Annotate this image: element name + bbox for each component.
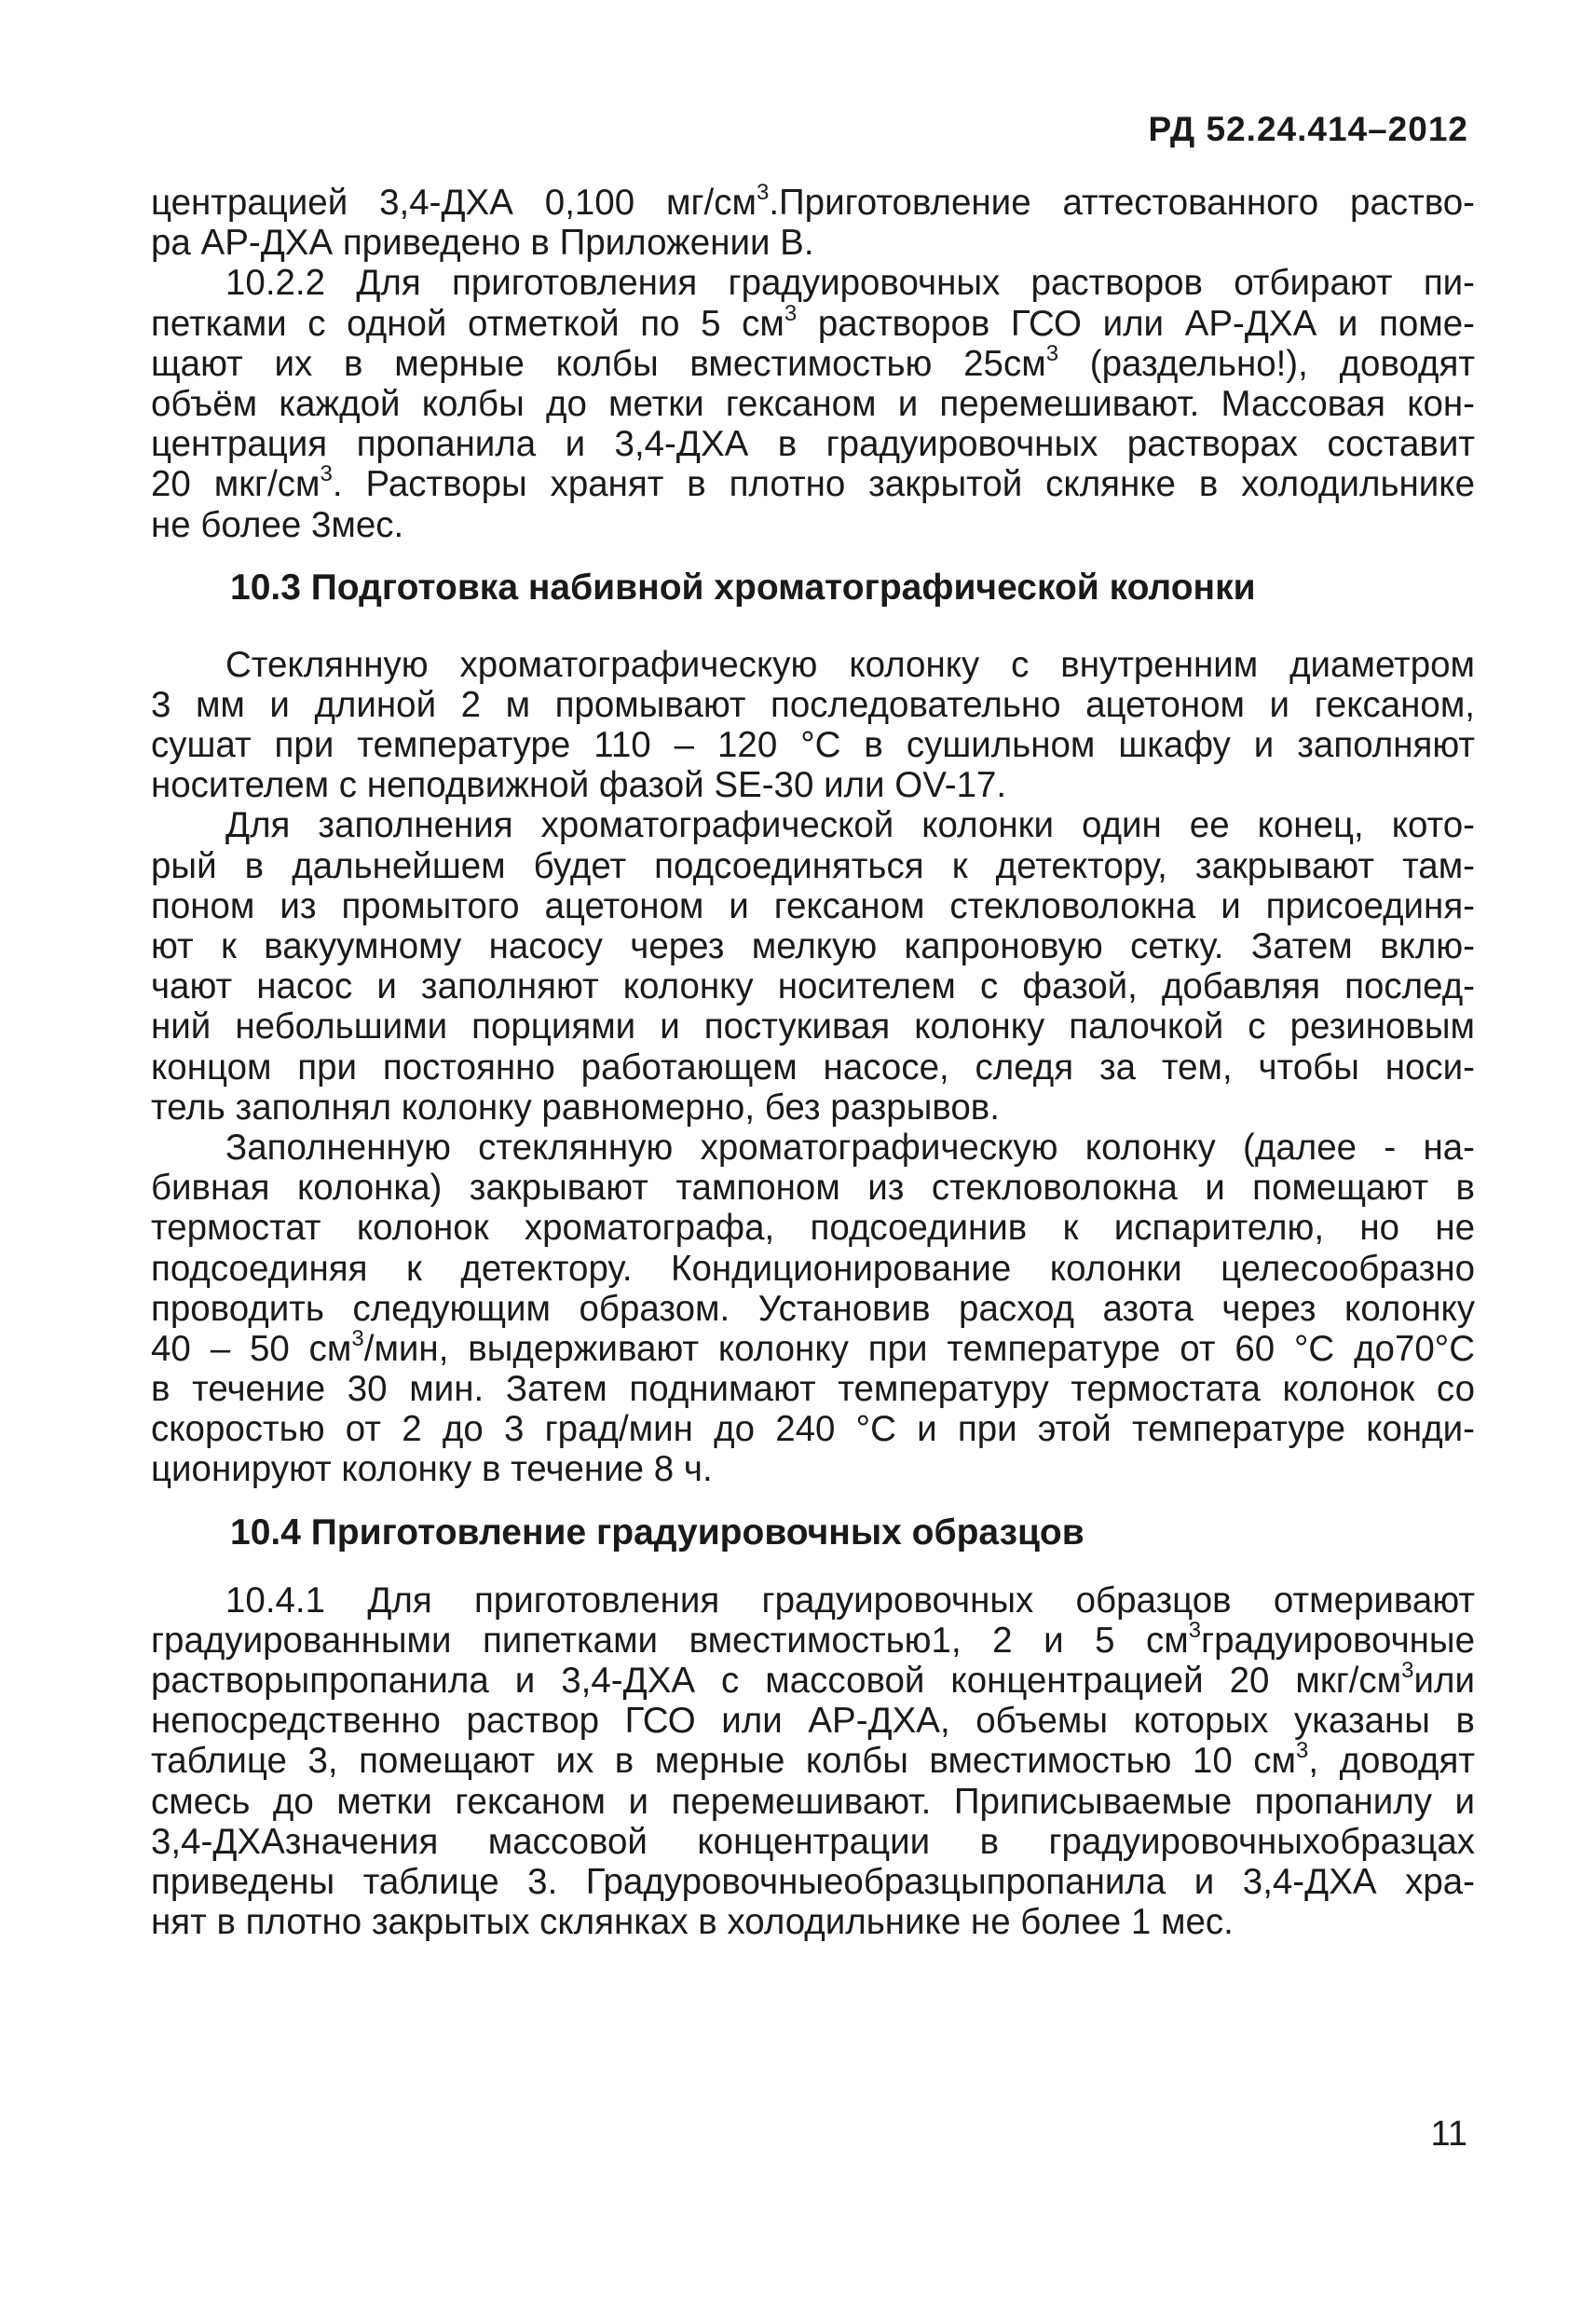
paragraph-10-3-c [151, 1128, 1475, 1490]
text-line: в течение 30 мин. Затем поднимают температуру термостата колонок со [151, 1369, 1475, 1410]
text-line: проводить следующим образом. Установив расход азота через колонку [151, 1288, 1475, 1329]
text-line: не более 3мес. [151, 504, 404, 545]
text-line: таблице 3, помещают их в мерные колбы вместимостью 10 $см^3$, доводят [151, 1738, 1475, 1782]
text-line: тель заполнял колонку равномерно, без разрывов. [151, 1087, 1000, 1128]
text-line: ют к вакуумному насосу через мелкую капроновую сетку. Затем вклю- [151, 926, 1475, 966]
text-line: центрацией 3,4-ДХА 0,100 $мг/см^3.Приготовление$ аттестованного раство- [151, 180, 1475, 223]
page-number: 11 [1430, 2114, 1467, 2154]
text-line: градуированными пипетками вместимостью1, 2 и 5 $см^3градуировочные$ [151, 1617, 1475, 1661]
text-line: Стеклянную хроматографическую колонку с внутренним диаметром [225, 644, 1475, 685]
paragraph-10-3-a [151, 645, 1475, 806]
paragraph-10-3-b [151, 805, 1475, 1128]
text-line: 20 мкг/$см^3$. Растворы хранят в плотно закрытой склянке в холодильнике [151, 461, 1475, 505]
text-line: растворыпропанила и 3,4-ДХА с массовой концентрацией 20 мкг/$см^3или$ [151, 1658, 1475, 1701]
text-line: 3,4-ДХАзначения массовой концентрации в градуировочныхобразцах [151, 1821, 1475, 1862]
text-line: щают их в мерные колбы вместимостью $25см^3$ (раздельно!), доводят [151, 340, 1475, 384]
section-heading-10-3: 10.3 Подготовка набивной хроматографической колонки [230, 567, 1256, 608]
text-line: концом при постоянно работающем насосе, следя за тем, чтобы носи- [151, 1047, 1475, 1088]
text-line: 10.2.2 Для приготовления градуировочных растворов отбирают пи- [225, 263, 1475, 304]
text-line: 40 – 50 $см^3$/мин, выдерживают колонку при температуре от 60 °С до70°С [151, 1325, 1475, 1369]
text-line: непосредственно раствор ГСО или АР-ДХА, объемы которых указаны в [151, 1701, 1475, 1742]
text-line: ра АР-ДХА приведено в Приложении В. [151, 223, 814, 264]
intro-paragraph [151, 180, 1475, 264]
text-line: подсоединяя к детектору. Кондиционирование колонки целесообразно [151, 1248, 1475, 1289]
section-heading-10-4: 10.4 Приготовление градуировочных образцов [230, 1512, 1084, 1553]
paragraph-10-2-2 [151, 263, 1475, 544]
document-code-header: РД 52.24.414–2012 [1148, 110, 1468, 148]
text-line: Для заполнения хроматографической колонки один ее конец, кото- [225, 805, 1475, 846]
text-line: 10.4.1 Для приготовления градуировочных образцов отмеривают [225, 1580, 1475, 1621]
text-line: сушат при температуре 110 – 120 °С в сушильном шкафу и заполняют [151, 725, 1475, 766]
text-line: объём каждой колбы до метки гексаном и перемешивают. Массовая кон- [151, 383, 1475, 424]
text-line: центрация пропанила и 3,4-ДХА в градуировочных растворах составит [151, 424, 1475, 465]
text-line: носителем с неподвижной фазой SE-30 или OV-17. [151, 765, 1007, 806]
text-line: 3 мм и длиной 2 м промывают последовательно ацетоном и гексаном, [151, 684, 1475, 725]
text-line: скоростью от 2 до 3 град/мин до 240 °С и при этой температуре конди- [151, 1409, 1475, 1450]
text-line: бивная колонка) закрывают тампоном из стекловолокна и помещают в [151, 1168, 1475, 1209]
text-line: смесь до метки гексаном и перемешивают. Приписываемые пропанилу и [151, 1781, 1475, 1822]
text-line: ционируют колонку в течение 8 ч. [151, 1449, 713, 1490]
text-line: рый в дальнейшем будет подсоединяться к детектору, закрывают там- [151, 845, 1475, 886]
text-line: петками с одной отметкой по 5 $см^3$ растворов ГСО или АР-ДХА и поме- [151, 300, 1475, 344]
text-line: Заполненную стеклянную хроматографическую колонку (далее - на- [225, 1127, 1475, 1168]
text-line: термостат колонок хроматографа, подсоединив к испарителю, но не [151, 1208, 1475, 1249]
text-line: поном из промытого ацетоном и гексаном стекловолокна и присоединя- [151, 885, 1475, 926]
text-line: нят в плотно закрытых склянках в холодильнике не более 1 мес. [151, 1902, 1234, 1943]
text-line: приведены таблице 3. Градуровочныеобразцыпропанила и 3,4-ДХА хра- [151, 1861, 1475, 1902]
text-line: ний небольшими порциями и постукивая колонку палочкой с резиновым [151, 1006, 1475, 1047]
paragraph-10-4-1 [151, 1580, 1475, 1943]
text-line: чают насос и заполняют колонку носителем с фазой, добавляя послед- [151, 966, 1475, 1007]
page-body [151, 180, 1475, 1943]
